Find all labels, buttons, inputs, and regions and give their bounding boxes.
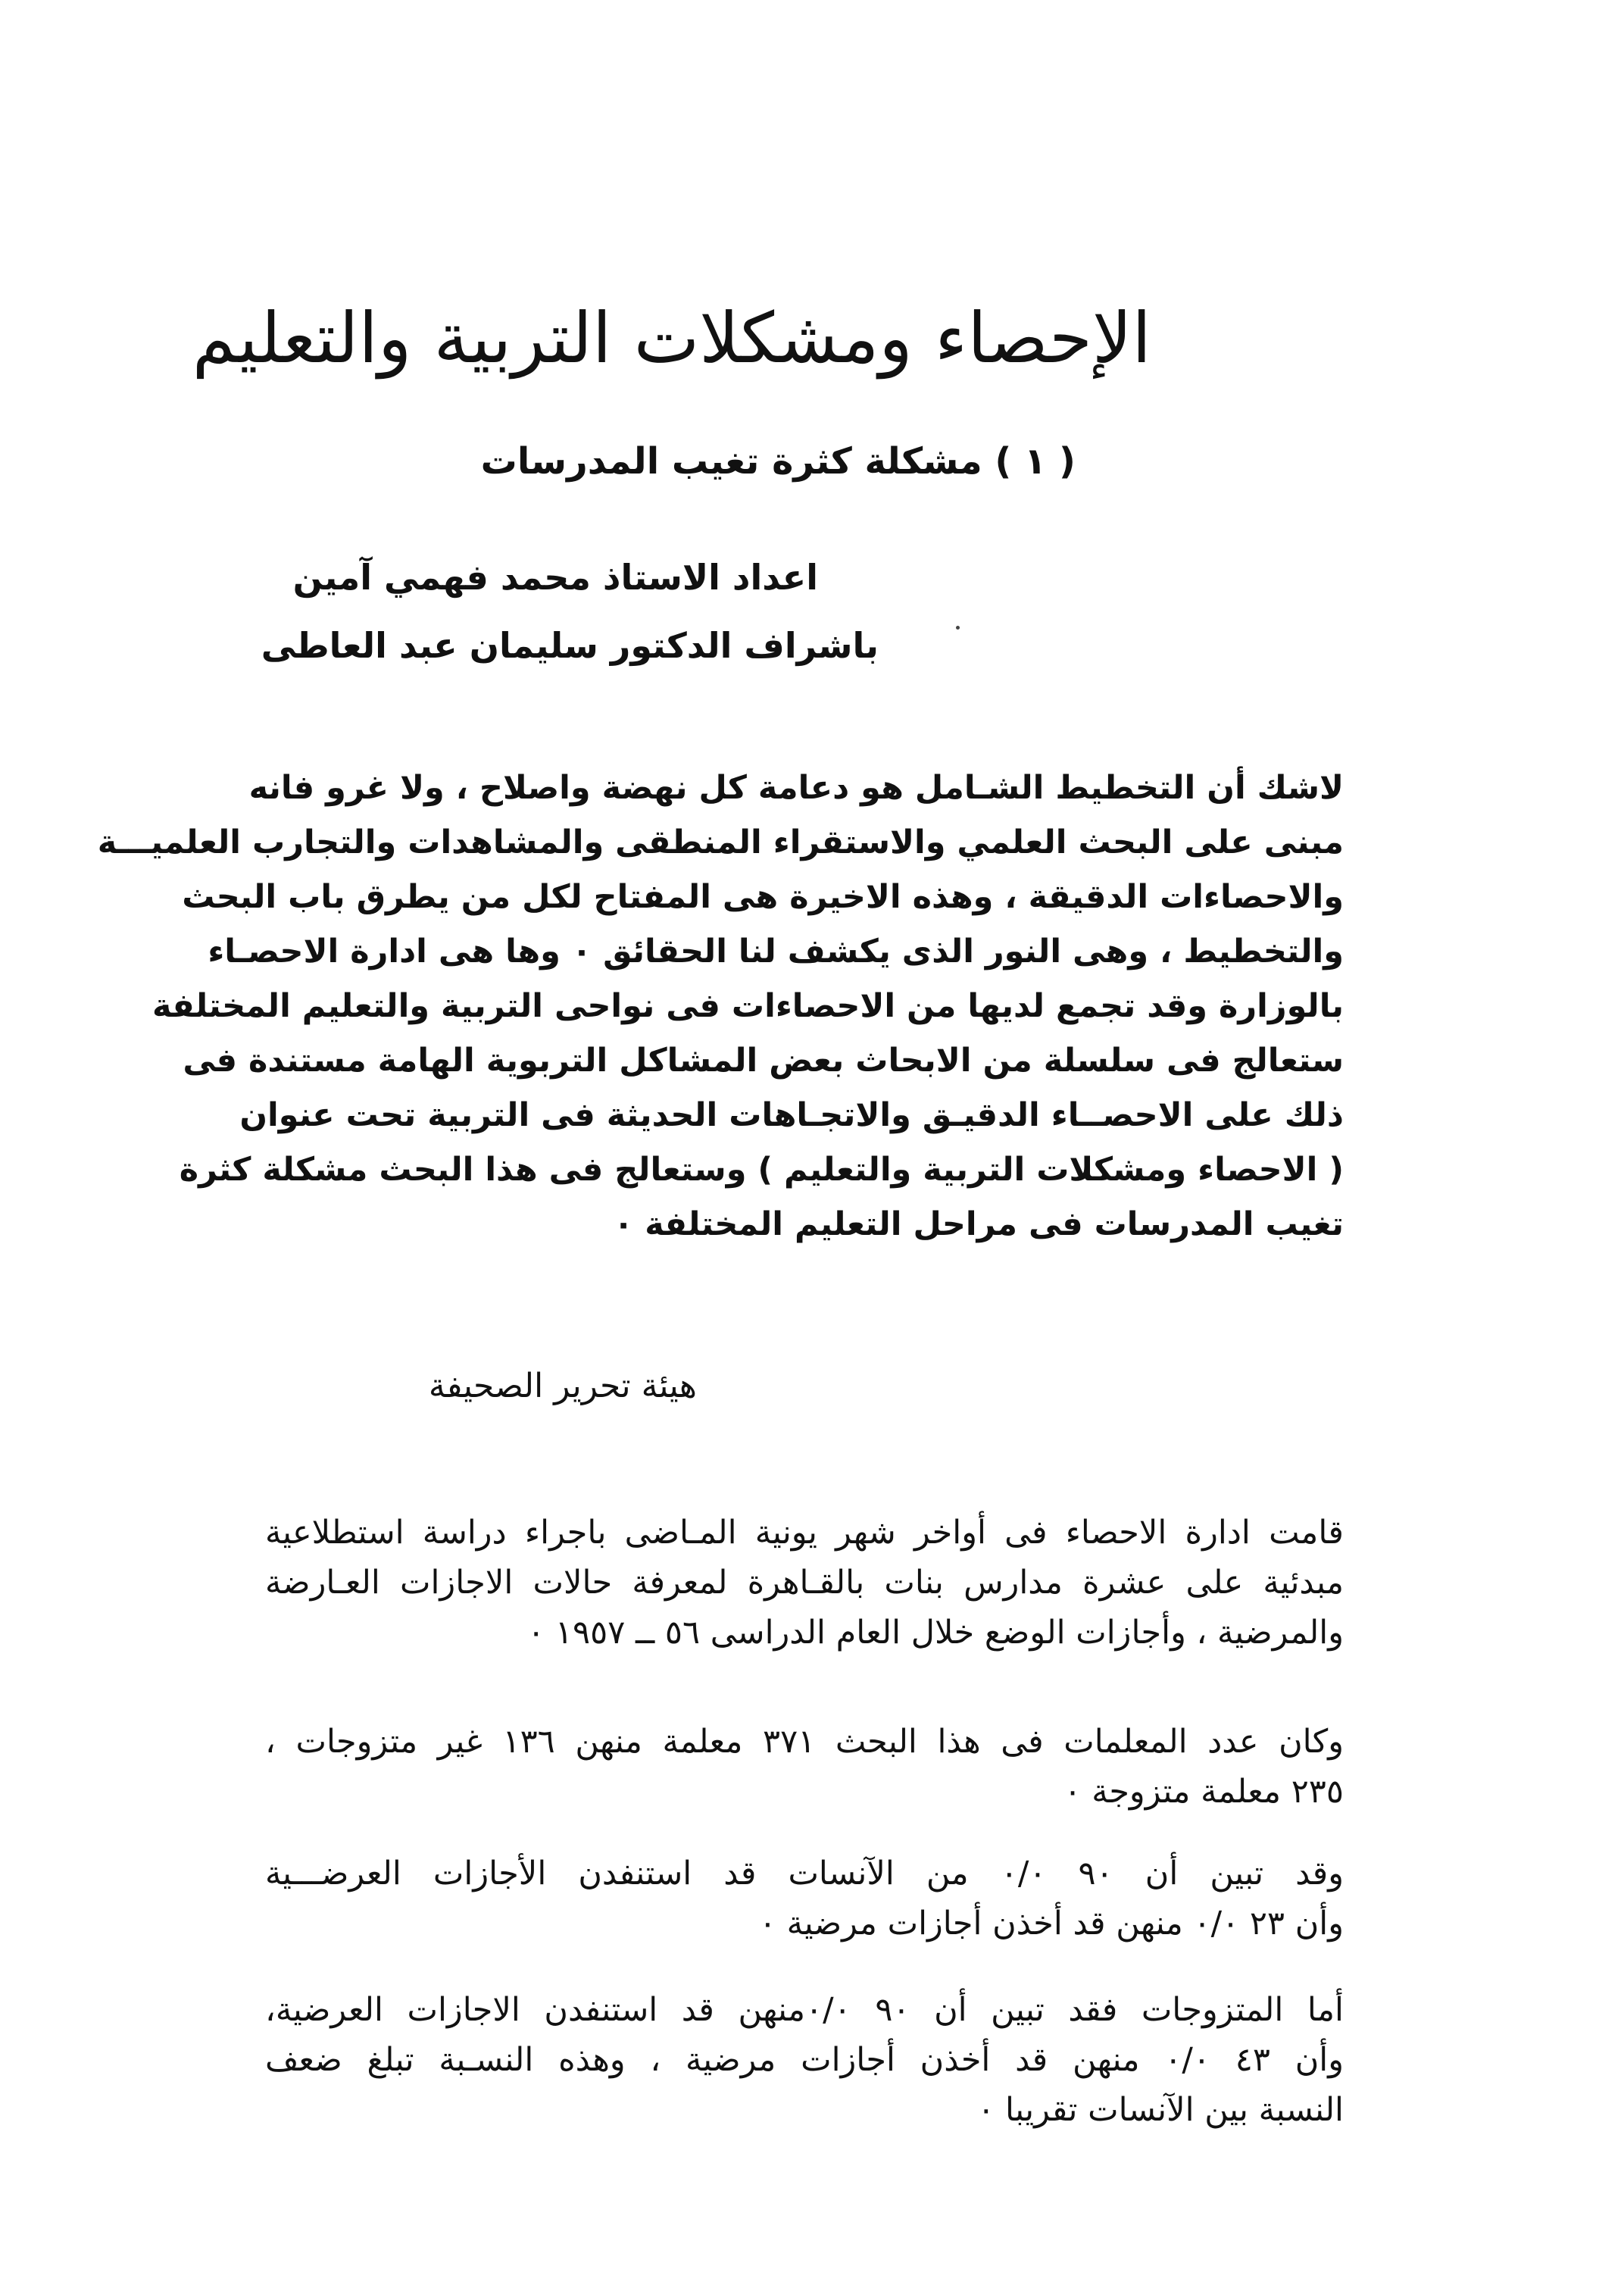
body-paragraph: [265, 1985, 1344, 2135]
intro-line: بالوزارة وقد تجمع لديها من الاحصاءات فى نواحى التربية والتعليم المختلفة: [151, 987, 1344, 1025]
intro-line: والتخطيط ، وهى النور الذى يكشف لنا الحقائق ٠ وها هى ادارة الاحصـاء: [208, 933, 1344, 970]
body-paragraph: [265, 1508, 1344, 1658]
body-line: ٢٣٥ معلمة متزوجة ٠: [1063, 1773, 1344, 1811]
intro-line: ذلك على الاحصــاء الدقيـق والاتجـاهات الحديثة فى التربية تحت عنوان: [239, 1096, 1344, 1134]
editorial-signature: هيئة تحرير الصحيفة: [428, 1367, 697, 1405]
intro-paragraph: [97, 761, 1344, 1252]
body-line: وأن ٤٣ ٠/٠ منهن قد أخذن أجازات مرضية ، وهذه النسـبة تبلغ ضعف: [265, 2041, 1344, 2079]
supervisor-byline: باشراف الدكتور سليمان عبد العاطى: [261, 625, 879, 666]
body-paragraph: [265, 1717, 1344, 1817]
body-line: والمرضية ، وأجازات الوضع خلال العام الدراسى ٥٦ ــ ١٩٥٧ ٠: [527, 1614, 1344, 1652]
intro-line: ستعالج فى سلسلة من الابحاث بعض المشاكل التربوية الهامة مستندة فى: [183, 1042, 1344, 1080]
intro-line: لاشك أن التخطيط الشـامل هو دعامة كل نهضة واصلاح ، ولا غرو فانه: [248, 769, 1344, 807]
body-line: النسبة بين الآنسات تقريبا ٠: [977, 2091, 1344, 2129]
scan-speck: [956, 626, 960, 630]
document-title: الإحصاء ومشكلات التربية والتعليم: [192, 298, 1151, 379]
intro-line: مبنى على البحث العلمي والاستقراء المنطقى والمشاهدات والتجارب العلميـــة: [97, 824, 1344, 861]
body-line: وأن ٢٣ ٠/٠ منهن قد أخذن أجازات مرضية ٠: [758, 1905, 1344, 1943]
intro-line: تغيب المدرسات فى مراحل التعليم المختلفة ٠: [613, 1205, 1344, 1243]
intro-line: ( الاحصاء ومشكلات التربية والتعليم ) وستعالج فى هذا البحث مشكلة كثرة: [179, 1151, 1344, 1189]
body-line: وكان عدد المعلمات فى هذا البحث ٣٧١ معلمة منهن ١٣٦ غير متزوجات ،: [265, 1723, 1344, 1761]
author-byline: اعداد الاستاذ محمد فهمي آمين: [292, 557, 818, 598]
document-subtitle: ( ١ ) مشكلة كثرة تغيب المدرسات: [480, 440, 1076, 483]
body-line: قامت ادارة الاحصاء فى أواخر شهر يونية المـاضى باجراء دراسة استطلاعية: [265, 1514, 1344, 1552]
body-line: وقد تبين أن ٩٠ ٠/٠ من الآنسات قد استنفدن الأجازات العرضـــية: [265, 1855, 1344, 1892]
body-line: مبدئية على عشرة مدارس بنات بالقـاهرة لمعرفة حالات الاجازات العـارضة: [265, 1564, 1344, 1602]
body-paragraph: [265, 1849, 1344, 1949]
body-line: أما المتزوجات فقد تبين أن ٩٠ ٠/٠منهن قد استنفدن الاجازات العرضية،: [265, 1991, 1344, 2029]
intro-line: والاحصاءات الدقيقة ، وهذه الاخيرة هى المفتاح لكل من يطرق باب البحث: [182, 878, 1344, 916]
